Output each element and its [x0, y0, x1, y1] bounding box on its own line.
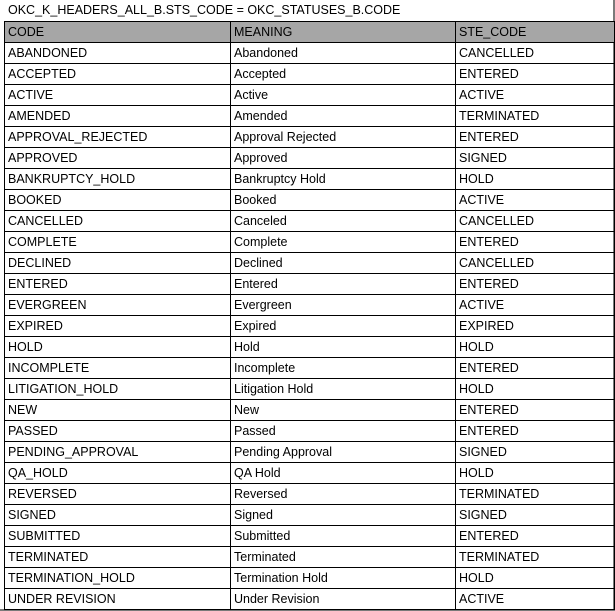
- table-row: [5, 316, 615, 337]
- table-row: [5, 547, 615, 568]
- cell-ste-code: EXPIRED: [456, 316, 615, 337]
- column-header-meaning: MEANING: [231, 22, 456, 43]
- cell-code: APPROVAL_REJECTED: [5, 127, 231, 148]
- cell-code: REVERSED: [5, 484, 231, 505]
- table-row: [5, 127, 615, 148]
- table-row: [5, 400, 615, 421]
- cell-ste-code: TERMINATED: [456, 484, 615, 505]
- cell-meaning: Approved: [231, 148, 456, 169]
- table-row: [5, 295, 615, 316]
- cell-meaning: Submitted: [231, 526, 456, 547]
- cell-code: PENDING_APPROVAL: [5, 442, 231, 463]
- cell-code: ENTERED: [5, 274, 231, 295]
- table-row: [5, 232, 615, 253]
- cell-ste-code: ENTERED: [456, 127, 615, 148]
- table-row: [5, 526, 615, 547]
- cell-meaning: Litigation Hold: [231, 379, 456, 400]
- table-row: [5, 568, 615, 589]
- cell-meaning: Signed: [231, 505, 456, 526]
- table-row: [5, 85, 615, 106]
- cell-meaning: Terminated: [231, 547, 456, 568]
- header-row: [5, 22, 615, 43]
- cell-ste-code: HOLD: [456, 337, 615, 358]
- table-row: [5, 379, 615, 400]
- cell-meaning: Declined: [231, 253, 456, 274]
- table-row: [5, 169, 615, 190]
- cell-meaning: Abandoned: [231, 43, 456, 64]
- cell-code: EXPIRED: [5, 316, 231, 337]
- cell-ste-code: SIGNED: [456, 505, 615, 526]
- status-codes-table: [4, 21, 615, 610]
- cell-ste-code: ENTERED: [456, 400, 615, 421]
- cell-code: AMENDED: [5, 106, 231, 127]
- cell-code: PASSED: [5, 421, 231, 442]
- cell-code: BOOKED: [5, 190, 231, 211]
- cell-meaning: Accepted: [231, 64, 456, 85]
- cell-code: COMPLETE: [5, 232, 231, 253]
- table-row: [5, 64, 615, 85]
- table-row: [5, 463, 615, 484]
- cell-code: ACTIVE: [5, 85, 231, 106]
- cell-meaning: Pending Approval: [231, 442, 456, 463]
- cell-meaning: QA Hold: [231, 463, 456, 484]
- table-row: [5, 148, 615, 169]
- table-row: [5, 274, 615, 295]
- cell-code: SUBMITTED: [5, 526, 231, 547]
- cell-ste-code: ENTERED: [456, 358, 615, 379]
- table-row: [5, 589, 615, 610]
- table-row: [5, 211, 615, 232]
- cell-code: UNDER REVISION: [5, 589, 231, 610]
- cell-code: EVERGREEN: [5, 295, 231, 316]
- cell-ste-code: CANCELLED: [456, 211, 615, 232]
- table-row: [5, 43, 615, 64]
- cell-ste-code: CANCELLED: [456, 253, 615, 274]
- cell-meaning: Passed: [231, 421, 456, 442]
- cell-ste-code: CANCELLED: [456, 43, 615, 64]
- cell-code: DECLINED: [5, 253, 231, 274]
- cell-meaning: Hold: [231, 337, 456, 358]
- table-row: [5, 442, 615, 463]
- cell-ste-code: ENTERED: [456, 421, 615, 442]
- cell-meaning: Termination Hold: [231, 568, 456, 589]
- cell-code: SIGNED: [5, 505, 231, 526]
- cell-ste-code: ENTERED: [456, 274, 615, 295]
- cell-ste-code: ACTIVE: [456, 295, 615, 316]
- cell-meaning: Active: [231, 85, 456, 106]
- cell-ste-code: ACTIVE: [456, 85, 615, 106]
- cell-code: ABANDONED: [5, 43, 231, 64]
- column-header-code: CODE: [5, 22, 231, 43]
- table-row: [5, 484, 615, 505]
- cell-ste-code: SIGNED: [456, 442, 615, 463]
- cell-meaning: Reversed: [231, 484, 456, 505]
- table-row: [5, 253, 615, 274]
- cell-ste-code: TERMINATED: [456, 106, 615, 127]
- table-row: [5, 190, 615, 211]
- table-row: [5, 505, 615, 526]
- cell-code: CANCELLED: [5, 211, 231, 232]
- cell-ste-code: HOLD: [456, 463, 615, 484]
- cell-code: QA_HOLD: [5, 463, 231, 484]
- cell-ste-code: HOLD: [456, 379, 615, 400]
- cell-code: BANKRUPTCY_HOLD: [5, 169, 231, 190]
- cell-meaning: Evergreen: [231, 295, 456, 316]
- cell-code: LITIGATION_HOLD: [5, 379, 231, 400]
- table-row: [5, 358, 615, 379]
- cell-ste-code: TERMINATED: [456, 547, 615, 568]
- cell-meaning: Amended: [231, 106, 456, 127]
- cell-meaning: Canceled: [231, 211, 456, 232]
- cell-meaning: Bankruptcy Hold: [231, 169, 456, 190]
- cell-code: HOLD: [5, 337, 231, 358]
- cell-meaning: Complete: [231, 232, 456, 253]
- cell-ste-code: ENTERED: [456, 232, 615, 253]
- cell-code: TERMINATION_HOLD: [5, 568, 231, 589]
- cell-code: NEW: [5, 400, 231, 421]
- cell-ste-code: ENTERED: [456, 526, 615, 547]
- cell-meaning: Approval Rejected: [231, 127, 456, 148]
- join-condition-title: OKC_K_HEADERS_ALL_B.STS_CODE = OKC_STATUSES_B.CODE: [8, 3, 401, 17]
- cell-ste-code: ACTIVE: [456, 190, 615, 211]
- column-header-ste-code: STE_CODE: [456, 22, 615, 43]
- cell-ste-code: ACTIVE: [456, 589, 615, 610]
- cell-meaning: Entered: [231, 274, 456, 295]
- cell-meaning: New: [231, 400, 456, 421]
- table-row: [5, 106, 615, 127]
- table-row: [5, 421, 615, 442]
- cell-meaning: Incomplete: [231, 358, 456, 379]
- cell-code: TERMINATED: [5, 547, 231, 568]
- cell-ste-code: SIGNED: [456, 148, 615, 169]
- cell-ste-code: ENTERED: [456, 64, 615, 85]
- cell-code: APPROVED: [5, 148, 231, 169]
- table-body: [5, 43, 615, 610]
- table-row: [5, 337, 615, 358]
- cell-ste-code: HOLD: [456, 169, 615, 190]
- cell-ste-code: HOLD: [456, 568, 615, 589]
- cell-meaning: Expired: [231, 316, 456, 337]
- cell-code: INCOMPLETE: [5, 358, 231, 379]
- cell-meaning: Under Revision: [231, 589, 456, 610]
- cell-meaning: Booked: [231, 190, 456, 211]
- cell-code: ACCEPTED: [5, 64, 231, 85]
